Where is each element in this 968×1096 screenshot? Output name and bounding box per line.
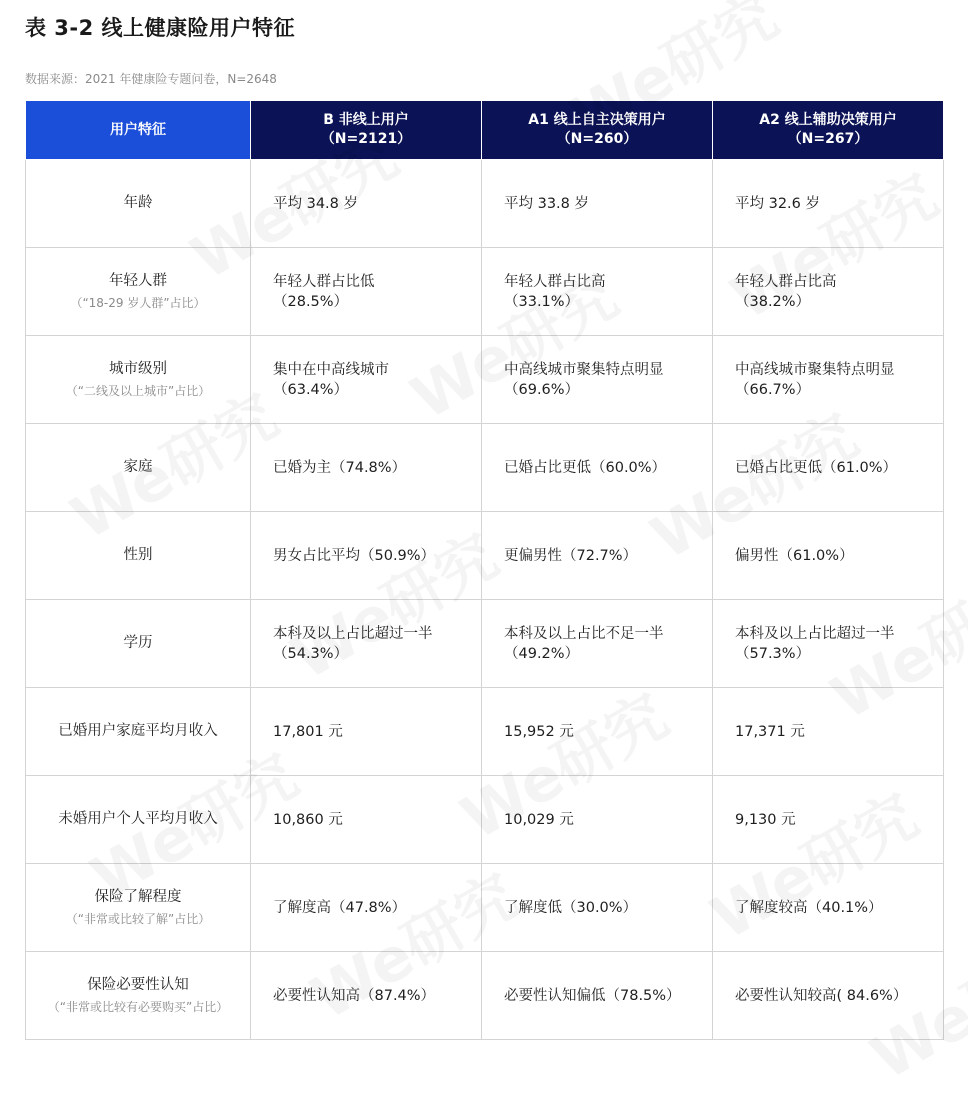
cell-value-detail: （66.7%） (735, 381, 811, 398)
cell-value: 年轻人群占比低 (273, 273, 375, 290)
cell-value: 已婚为主（74.8%） (273, 459, 407, 476)
page-title: 表 3-2 线上健康险用户特征 (25, 16, 296, 40)
header-a1-count: （N=260） (556, 131, 638, 147)
feature-name: 未婚用户个人平均月收入 (58, 810, 218, 827)
cell-a2 (713, 600, 944, 688)
cell-value: 必要性认知较高( 84.6%） (735, 987, 908, 1004)
feature-name: 城市级别 (109, 360, 167, 377)
cell-a2 (713, 160, 944, 248)
cell-value: 本科及以上占比不足一半 (504, 625, 664, 642)
cell-value: 15,952 元 (504, 723, 574, 740)
row-feature-label (26, 160, 251, 248)
row-feature-label (26, 424, 251, 512)
cell-a1 (482, 688, 713, 776)
cell-value-detail: （57.3%） (735, 645, 811, 662)
cell-b (251, 248, 482, 336)
header-b-offline-users (251, 101, 482, 160)
cell-value-detail: （69.6%） (504, 381, 580, 398)
cell-b (251, 424, 482, 512)
table-row (26, 512, 944, 600)
cell-value: 10,029 元 (504, 811, 574, 828)
feature-name: 保险必要性认知 (87, 976, 189, 993)
cell-a2 (713, 424, 944, 512)
row-feature-label (26, 688, 251, 776)
cell-value: 了解度较高（40.1%） (735, 899, 883, 916)
feature-name: 保险了解程度 (94, 888, 182, 905)
cell-value: 平均 34.8 岁 (273, 195, 359, 212)
cell-value: 中高线城市聚集特点明显 (504, 361, 664, 378)
header-b-name: B 非线上用户 (323, 112, 409, 128)
cell-a2 (713, 248, 944, 336)
row-feature-label (26, 600, 251, 688)
table-row (26, 600, 944, 688)
header-a2-count: （N=267） (787, 131, 869, 147)
cell-value: 17,801 元 (273, 723, 343, 740)
cell-b (251, 864, 482, 952)
cell-a2 (713, 512, 944, 600)
cell-value-detail: （63.4%） (273, 381, 349, 398)
cell-b (251, 952, 482, 1040)
cell-value: 必要性认知高（87.4%） (273, 987, 436, 1004)
feature-note: （“非常或比较了解”占比） (65, 911, 211, 926)
feature-name: 已婚用户家庭平均月收入 (58, 722, 218, 739)
cell-b (251, 776, 482, 864)
feature-name: 学历 (123, 634, 153, 651)
cell-value-detail: （28.5%） (273, 293, 349, 310)
cell-a2 (713, 336, 944, 424)
cell-value: 17,371 元 (735, 723, 805, 740)
feature-name: 性别 (123, 546, 153, 563)
cell-value: 中高线城市聚集特点明显 (735, 361, 895, 378)
cell-b (251, 688, 482, 776)
cell-value: 已婚占比更低（60.0%） (504, 459, 667, 476)
cell-a2 (713, 688, 944, 776)
cell-a1 (482, 160, 713, 248)
cell-value: 本科及以上占比超过一半 (273, 625, 433, 642)
cell-a1 (482, 864, 713, 952)
cell-value: 更偏男性（72.7%） (504, 547, 638, 564)
cell-value-detail: （38.2%） (735, 293, 811, 310)
table-row (26, 424, 944, 512)
table-header-row (26, 101, 944, 160)
cell-a1 (482, 600, 713, 688)
table-row (26, 248, 944, 336)
cell-value: 10,860 元 (273, 811, 343, 828)
table-row (26, 952, 944, 1040)
cell-b (251, 336, 482, 424)
table-row (26, 864, 944, 952)
header-a2-assisted-decision-users (713, 101, 944, 160)
row-feature-label (26, 952, 251, 1040)
cell-value: 本科及以上占比超过一半 (735, 625, 895, 642)
feature-note: （“非常或比较有必要购买”占比） (47, 999, 229, 1014)
header-b-count: （N=2121） (320, 131, 412, 147)
cell-a1 (482, 336, 713, 424)
feature-name: 年龄 (123, 194, 153, 211)
cell-value: 男女占比平均（50.9%） (273, 547, 436, 564)
cell-a1 (482, 512, 713, 600)
feature-note: （“18-29 岁人群”占比） (70, 295, 206, 310)
header-feature: 用户特征 (26, 101, 251, 160)
cell-value: 9,130 元 (735, 811, 796, 828)
cell-b (251, 512, 482, 600)
table-row (26, 160, 944, 248)
feature-name: 年轻人群 (109, 272, 167, 289)
cell-b (251, 160, 482, 248)
cell-a1 (482, 952, 713, 1040)
row-feature-label (26, 776, 251, 864)
table-row (26, 336, 944, 424)
cell-value: 年轻人群占比高 (504, 273, 606, 290)
cell-a2 (713, 776, 944, 864)
data-source-note: 数据来源：2021 年健康险专题问卷，N=2648 (25, 72, 277, 86)
table-row (26, 776, 944, 864)
row-feature-label (26, 512, 251, 600)
cell-a1 (482, 248, 713, 336)
cell-value: 平均 33.8 岁 (504, 195, 590, 212)
row-feature-label (26, 864, 251, 952)
cell-value: 平均 32.6 岁 (735, 195, 821, 212)
cell-a2 (713, 864, 944, 952)
cell-value: 了解度低（30.0%） (504, 899, 638, 916)
table-row (26, 688, 944, 776)
cell-value: 年轻人群占比高 (735, 273, 837, 290)
feature-note: （“二线及以上城市”占比） (65, 383, 211, 398)
cell-value-detail: （33.1%） (504, 293, 580, 310)
row-feature-label (26, 336, 251, 424)
cell-a1 (482, 776, 713, 864)
cell-value: 了解度高（47.8%） (273, 899, 407, 916)
cell-value-detail: （54.3%） (273, 645, 349, 662)
header-a1-name: A1 线上自主决策用户 (528, 112, 666, 128)
row-feature-label (26, 248, 251, 336)
user-feature-table (25, 100, 944, 1040)
cell-value: 偏男性（61.0%） (735, 547, 854, 564)
cell-a1 (482, 424, 713, 512)
cell-value-detail: （49.2%） (504, 645, 580, 662)
cell-value: 已婚占比更低（61.0%） (735, 459, 898, 476)
header-a2-name: A2 线上辅助决策用户 (759, 112, 897, 128)
cell-a2 (713, 952, 944, 1040)
header-a1-self-decision-users (482, 101, 713, 160)
cell-value: 集中在中高线城市 (273, 361, 389, 378)
cell-b (251, 600, 482, 688)
feature-name: 家庭 (123, 458, 153, 475)
cell-value: 必要性认知偏低（78.5%） (504, 987, 681, 1004)
